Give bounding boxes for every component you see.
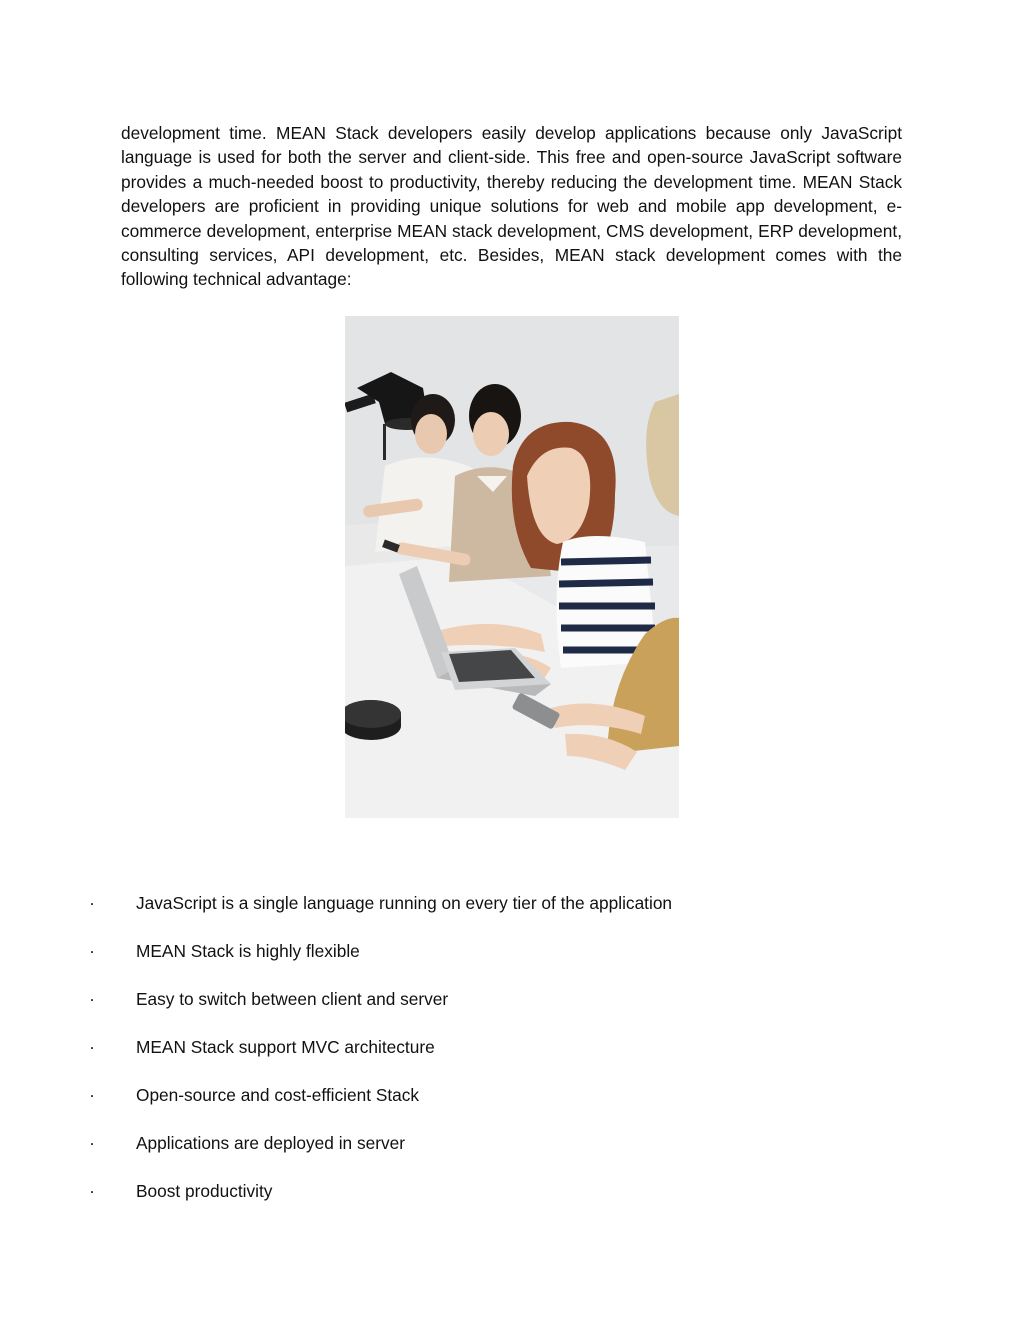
- list-item-text: Boost productivity: [136, 1181, 273, 1201]
- list-item: [0, 1177, 1024, 1225]
- bullet-icon: ·: [89, 1085, 95, 1105]
- bullet-icon: ·: [89, 941, 95, 961]
- list-item: [0, 1081, 1024, 1129]
- office-photo: [345, 316, 679, 818]
- list-item: [0, 889, 1024, 937]
- list-item-text: Open-source and cost-efficient Stack: [136, 1085, 420, 1105]
- bullet-icon: ·: [89, 1181, 95, 1201]
- list-item: [0, 985, 1024, 1033]
- intro-paragraph: development time. MEAN Stack developers easily develop applications because only JavaScript language is used for both the server and client-side. This free and open-source JavaScript software provides a much-needed boost to productivity, thereby reducing the development time. MEAN Stack developers are proficient in providing unique solutions for web and mobile app development, e-commerce development, enterprise MEAN stack development, CMS development, ERP development, consulting services, API development, etc. Besides, MEAN stack development comes with the following technical advantage:: [121, 123, 902, 290]
- list-item: [0, 1129, 1024, 1177]
- bullet-icon: ·: [89, 989, 95, 1009]
- list-item-text: JavaScript is a single language running on every tier of the application: [136, 893, 673, 913]
- advantages-list: [0, 889, 1024, 1225]
- bullet-icon: ·: [89, 1037, 95, 1057]
- list-item: [0, 937, 1024, 985]
- bullet-icon: ·: [89, 893, 95, 913]
- bullet-icon: ·: [89, 1133, 95, 1153]
- list-item-text: MEAN Stack support MVC architecture: [136, 1037, 435, 1057]
- list-item: [0, 1033, 1024, 1081]
- list-item-text: MEAN Stack is highly flexible: [136, 941, 360, 961]
- list-item-text: Easy to switch between client and server: [136, 989, 449, 1009]
- list-item-text: Applications are deployed in server: [136, 1133, 405, 1153]
